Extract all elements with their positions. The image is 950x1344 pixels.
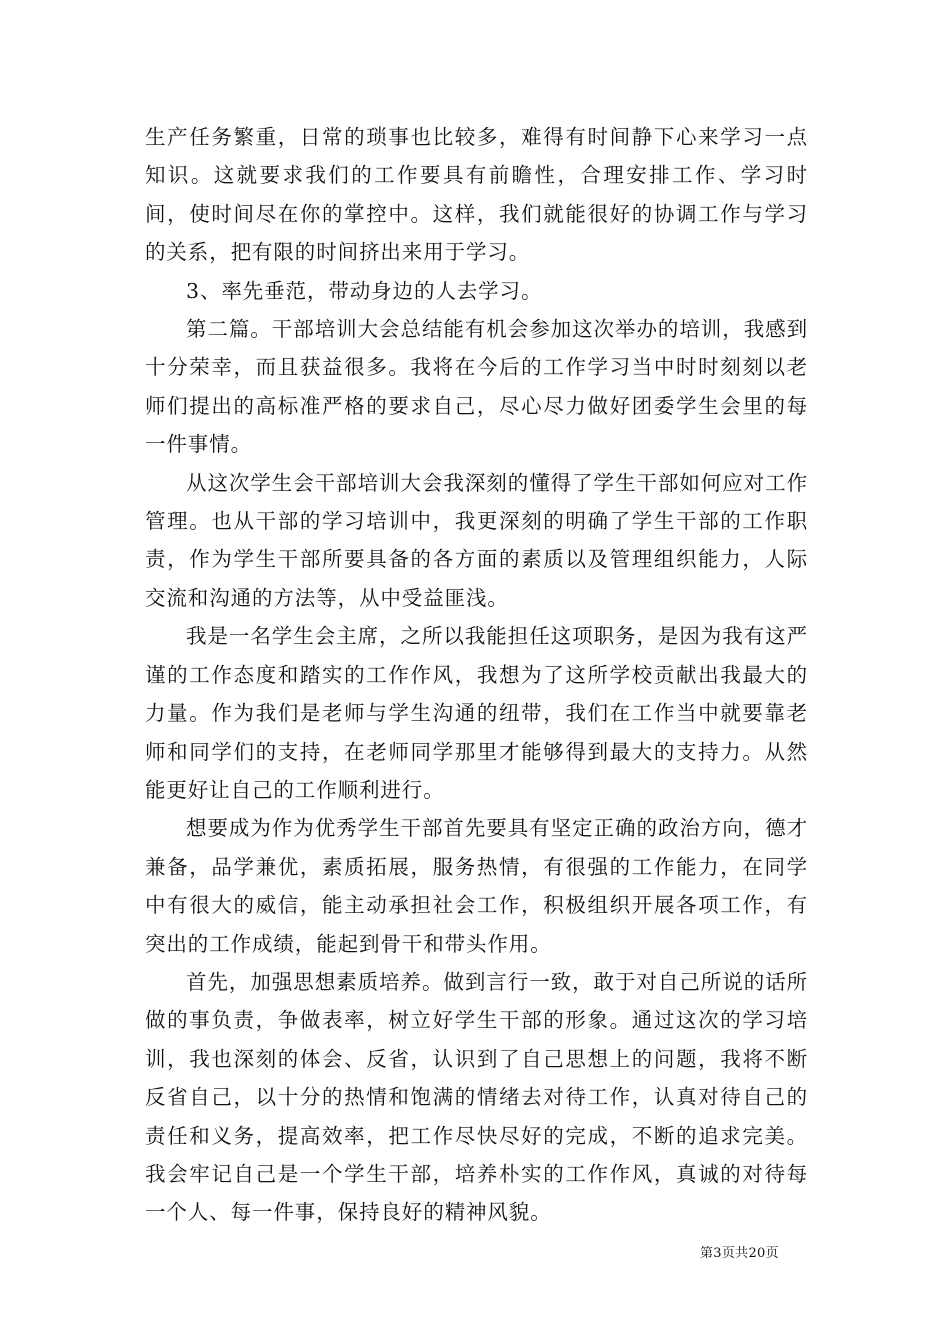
paragraph-training-insights: 从这次学生会干部培训大会我深刻的懂得了学生干部如何应对工作管理。也从干部的学习培训中，我更深刻的明确了学生干部的工作职责，作为学生干部所要具备的各方面的素质以及管理组织能力，人际交流和沟通的方法等，从中受益匪浅。 xyxy=(145,470,808,610)
page-number-footer: 第3页共20页 xyxy=(700,1246,779,1261)
paragraph-continuation: 生产任务繁重，日常的琐事也比较多，难得有时间静下心来学习一点知识。这就要求我们的工作要具有前瞻性，合理安排工作、学习时间，使时间尽在你的掌控中。这样，我们就能很好的协调工作与学习的关系，把有限的时间挤出来用于学习。 xyxy=(145,125,808,265)
paragraph-student-union-chair: 我是一名学生会主席，之所以我能担任这项职务，是因为我有这严谨的工作态度和踏实的工作作风，我想为了这所学校贡献出我最大的力量。作为我们是老师与学生沟通的纽带，我们在工作当中就要靠老师和同学们的支持，在老师同学那里才能够得到最大的支持力。从然能更好让自己的工作顺利进行。 xyxy=(145,624,808,802)
paragraph-lead-by-example: 3、率先垂范，带动身边的人去学习。 xyxy=(186,278,543,303)
paragraph-second-article-intro: 第二篇。干部培训大会总结能有机会参加这次举办的培训，我感到十分荣幸，而且获益很多。我将在今后的工作学习当中时时刻刻以老师们提出的高标准严格的要求自己，尽心尽力做好团委学生会里的每一件事情。 xyxy=(145,317,808,457)
paragraph-ideological-quality: 首先，加强思想素质培养。做到言行一致，敢于对自己所说的话所做的事负责，争做表率，树立好学生干部的形象。通过这次的学习培训，我也深刻的体会、反省，认识到了自己思想上的问题，我将不断反省自己，以十分的热情和饱满的情绪去对待工作，认真对待自己的责任和义务，提高效率，把工作尽快尽好的完成，不断的追求完美。我会牢记自己是一个学生干部，培养朴实的工作作风，真诚的对待每一个人、每一件事，保持良好的精神风貌。 xyxy=(145,969,808,1225)
body-text xyxy=(145,118,808,1232)
paragraph-outstanding-cadre: 想要成为作为优秀学生干部首先要具有坚定正确的政治方向，德才兼备，品学兼优，素质拓展，服务热情，有很强的工作能力，在同学中有很大的威信，能主动承担社会工作，积极组织开展各项工作，有突出的工作成绩，能起到骨干和带头作用。 xyxy=(145,816,808,956)
